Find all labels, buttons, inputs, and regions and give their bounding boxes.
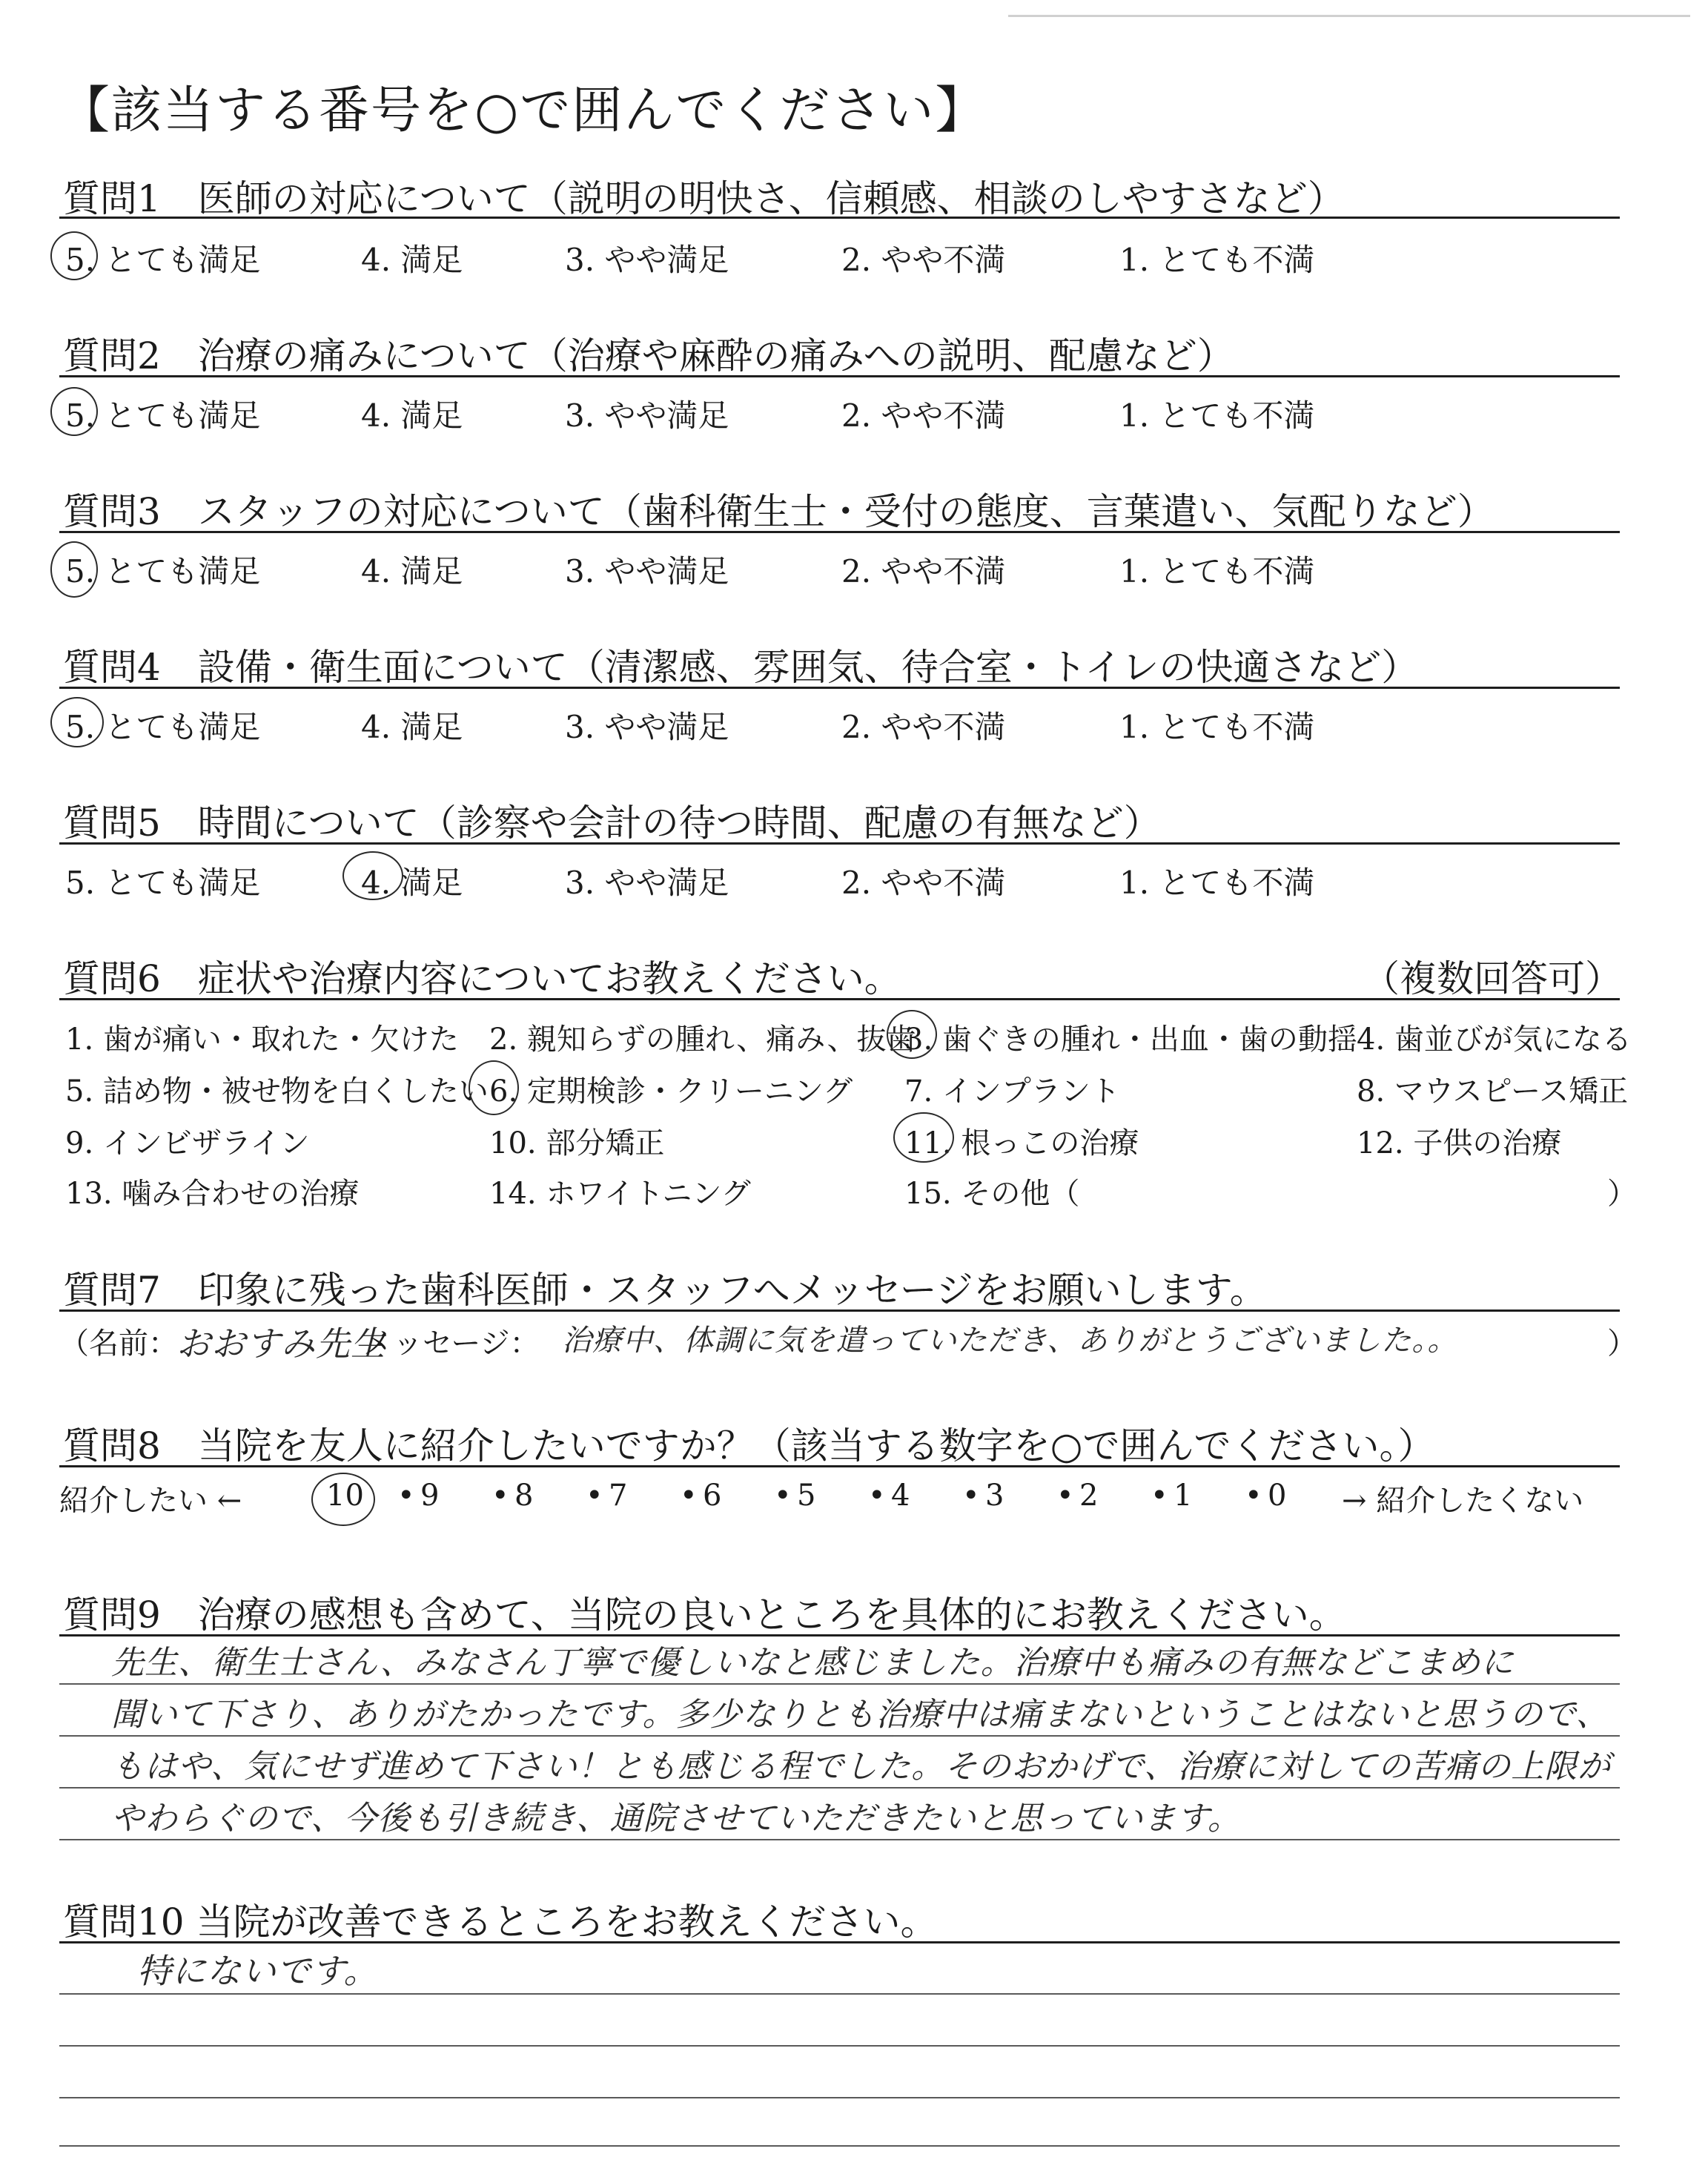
- q9-answer-line-1[interactable]: 先生、衛生士さん、みなさん丁寧で優しいなと感じました。治療中も痛みの有無などこまめに: [111, 1644, 1515, 1682]
- q10-answer-line-1[interactable]: 特にないです。: [137, 1951, 379, 1991]
- q8-scale-dot: •: [774, 1479, 792, 1513]
- q8-scale-value[interactable]: 8: [514, 1479, 534, 1513]
- q2-title: 質問2 治療の痛みについて（治療や麻酔の痛みへの説明、配慮など）: [63, 334, 1234, 377]
- q4-option-4[interactable]: 4. 満足: [361, 709, 463, 745]
- q3-option-5[interactable]: 5. とても満足: [65, 553, 261, 589]
- q6-item-14[interactable]: 14. ホワイトニング: [489, 1177, 751, 1211]
- q9-answer-line: [59, 1735, 1620, 1737]
- q6-item-15[interactable]: 15. その他（: [904, 1177, 1080, 1211]
- q5-selection-circle: [342, 851, 403, 900]
- q8-scale-dot: •: [1151, 1479, 1168, 1513]
- q8-scale-value[interactable]: 6: [703, 1479, 722, 1513]
- q6-note: （複数回答可）: [1363, 957, 1622, 1000]
- q1-option-4[interactable]: 4. 満足: [361, 242, 463, 278]
- q5-option-3[interactable]: 3. やや満足: [565, 865, 729, 901]
- q5-option-2[interactable]: 2. やや不満: [841, 865, 1006, 901]
- q2-selection-circle: [50, 387, 98, 436]
- q8-scale-value[interactable]: 2: [1079, 1479, 1099, 1513]
- q8-title: 質問8 当院を友人に紹介したいですか？（該当する数字を○で囲んでください。）: [63, 1424, 1435, 1467]
- q7-title: 質問7 印象に残った歯科医師・スタッフへメッセージをお願いします。: [63, 1269, 1267, 1312]
- q10-answer-line: [59, 2145, 1620, 2147]
- q8-scale-value[interactable]: 10: [326, 1479, 364, 1513]
- q9-answer-line: [59, 1839, 1620, 1840]
- q6-item-2[interactable]: 2. 親知らずの腫れ、痛み、抜歯: [489, 1023, 916, 1057]
- q4-option-3[interactable]: 3. やや満足: [565, 709, 729, 745]
- q6-item-9[interactable]: 9. インビザライン: [65, 1126, 310, 1160]
- q3-divider: [59, 531, 1620, 533]
- q8-scale-value[interactable]: 0: [1268, 1479, 1287, 1513]
- q7-message-label: メッセージ：: [363, 1327, 540, 1361]
- q6-item-4[interactable]: 4. 歯並びが気になる: [1357, 1023, 1632, 1057]
- q8-scale-value[interactable]: 3: [985, 1479, 1004, 1513]
- q4-divider: [59, 687, 1620, 689]
- scan-edge: [1008, 15, 1690, 17]
- q8-scale-value[interactable]: 4: [891, 1479, 910, 1513]
- q1-option-3[interactable]: 3. やや満足: [565, 242, 729, 278]
- q6-title: 質問6 症状や治療内容についてお教えください。: [63, 957, 901, 1000]
- q5-divider: [59, 842, 1620, 845]
- q1-divider: [59, 217, 1620, 219]
- q1-title: 質問1 医師の対応について（説明の明快さ、信頼感、相談のしやすさなど）: [63, 177, 1345, 220]
- q2-option-3[interactable]: 3. やや満足: [565, 397, 729, 434]
- q8-scale-dot: •: [962, 1479, 980, 1513]
- q8-scale-dot: •: [1056, 1479, 1074, 1513]
- q6-divider: [59, 998, 1620, 1000]
- q8-scale-dot: •: [868, 1479, 886, 1513]
- q7-close-paren: ）: [1607, 1327, 1637, 1361]
- q8-scale-value[interactable]: 5: [797, 1479, 816, 1513]
- q1-selection-circle: [50, 231, 98, 280]
- q4-title: 質問4 設備・衛生面について（清潔感、雰囲気、待合室・トイレの快適さなど）: [63, 646, 1419, 689]
- page-title: 【該当する番号を○で囲んでください】: [59, 82, 987, 140]
- q9-answer-line-4[interactable]: やわらぐので、今後も引き続き、通院させていただきたいと思っています。: [111, 1800, 1241, 1837]
- q8-scale-dot: •: [491, 1479, 509, 1513]
- q2-divider: [59, 375, 1620, 377]
- q1-option-2[interactable]: 2. やや不満: [841, 242, 1006, 278]
- q4-selection-circle: [50, 697, 104, 747]
- q6-item-11[interactable]: 11. 根っこの治療: [904, 1126, 1139, 1160]
- q8-scale-value[interactable]: 7: [609, 1479, 628, 1513]
- q6-selection-circle-3: [887, 1010, 937, 1059]
- q7-name-label: （名前：: [59, 1327, 178, 1361]
- q8-scale-dot: •: [586, 1479, 603, 1513]
- q6-selection-circle-11: [893, 1112, 954, 1163]
- q6-item-7[interactable]: 7. インプラント: [904, 1074, 1120, 1109]
- q8-divider: [59, 1465, 1620, 1467]
- q9-title: 質問9 治療の感想も含めて、当院の良いところを具体的にお教えください。: [63, 1593, 1346, 1636]
- q6-item-13[interactable]: 13. 噛み合わせの治療: [65, 1177, 360, 1211]
- q7-message-value[interactable]: 治療中、体調に気を遣っていただき、ありがとうございました。。: [562, 1324, 1458, 1358]
- q6-item-12[interactable]: 12. 子供の治療: [1357, 1126, 1562, 1160]
- q3-selection-circle: [50, 541, 98, 598]
- q3-option-3[interactable]: 3. やや満足: [565, 553, 729, 589]
- q6-item-15-close: ）: [1607, 1177, 1637, 1211]
- q7-divider: [59, 1309, 1620, 1312]
- q8-scale-dot: •: [397, 1479, 415, 1513]
- q10-divider: [59, 1941, 1620, 1943]
- q9-answer-line: [59, 1683, 1620, 1685]
- q6-item-1[interactable]: 1. 歯が痛い・取れた・欠けた: [65, 1023, 459, 1057]
- q3-option-2[interactable]: 2. やや不満: [841, 553, 1006, 589]
- q4-option-2[interactable]: 2. やや不満: [841, 709, 1006, 745]
- q6-item-6[interactable]: 6. 定期検診・クリーニング: [489, 1074, 853, 1109]
- q8-scale-value[interactable]: 1: [1174, 1479, 1193, 1513]
- q10-answer-line: [59, 1993, 1620, 1995]
- q6-selection-circle-6: [469, 1060, 519, 1115]
- q1-option-1[interactable]: 1. とても不満: [1119, 242, 1315, 278]
- q3-title: 質問3 スタッフの対応について（歯科衛生士・受付の態度、言葉遣い、気配りなど）: [63, 490, 1494, 533]
- q8-scale-value[interactable]: 9: [420, 1479, 440, 1513]
- q2-option-4[interactable]: 4. 満足: [361, 397, 463, 434]
- q10-title: 質問10 当院が改善できるところをお教えください。: [63, 1900, 938, 1943]
- q10-answer-line: [59, 2045, 1620, 2047]
- q8-left-label: 紹介したい ←: [59, 1484, 242, 1518]
- q9-answer-line: [59, 1787, 1620, 1789]
- q5-option-1[interactable]: 1. とても不満: [1119, 865, 1315, 901]
- q6-item-5[interactable]: 5. 詰め物・被せ物を白くしたい: [65, 1074, 489, 1109]
- q2-option-1[interactable]: 1. とても不満: [1119, 397, 1315, 434]
- q1-option-5[interactable]: 5. とても満足: [65, 242, 261, 278]
- q6-item-8[interactable]: 8. マウスピース矯正: [1357, 1074, 1629, 1109]
- q8-scale-dot: •: [680, 1479, 698, 1513]
- q9-answer-line-3[interactable]: もはや、気にせず進めて下さい！とも感じる程でした。そのおかげで、治療に対しての苦痛の上限が: [111, 1748, 1612, 1786]
- q6-item-10[interactable]: 10. 部分矯正: [489, 1126, 665, 1160]
- q4-option-5[interactable]: 5. とても満足: [65, 709, 261, 745]
- q8-selection-circle: [311, 1473, 375, 1526]
- q3-option-4[interactable]: 4. 満足: [361, 553, 463, 589]
- q10-answer-line: [59, 2097, 1620, 2098]
- q4-option-1[interactable]: 1. とても不満: [1119, 709, 1315, 745]
- q2-option-2[interactable]: 2. やや不満: [841, 397, 1006, 434]
- q5-option-5[interactable]: 5. とても満足: [65, 865, 261, 901]
- q9-answer-line-2[interactable]: 聞いて下さり、ありがたかったです。多少なりとも治療中は痛まないということはないと思うので、: [111, 1696, 1609, 1734]
- q3-option-1[interactable]: 1. とても不満: [1119, 553, 1315, 589]
- q5-title: 質問5 時間について（診察や会計の待つ時間、配慮の有無など）: [63, 802, 1161, 845]
- q8-scale-dot: •: [1245, 1479, 1262, 1513]
- q2-option-5[interactable]: 5. とても満足: [65, 397, 261, 434]
- q7-name-value[interactable]: おおすみ先生: [176, 1324, 385, 1364]
- q5-option-4[interactable]: 4. 満足: [361, 865, 463, 901]
- q6-item-3[interactable]: 3. 歯ぐきの腫れ・出血・歯の動揺: [904, 1023, 1357, 1057]
- q8-right-label: → 紹介したくない: [1342, 1484, 1584, 1518]
